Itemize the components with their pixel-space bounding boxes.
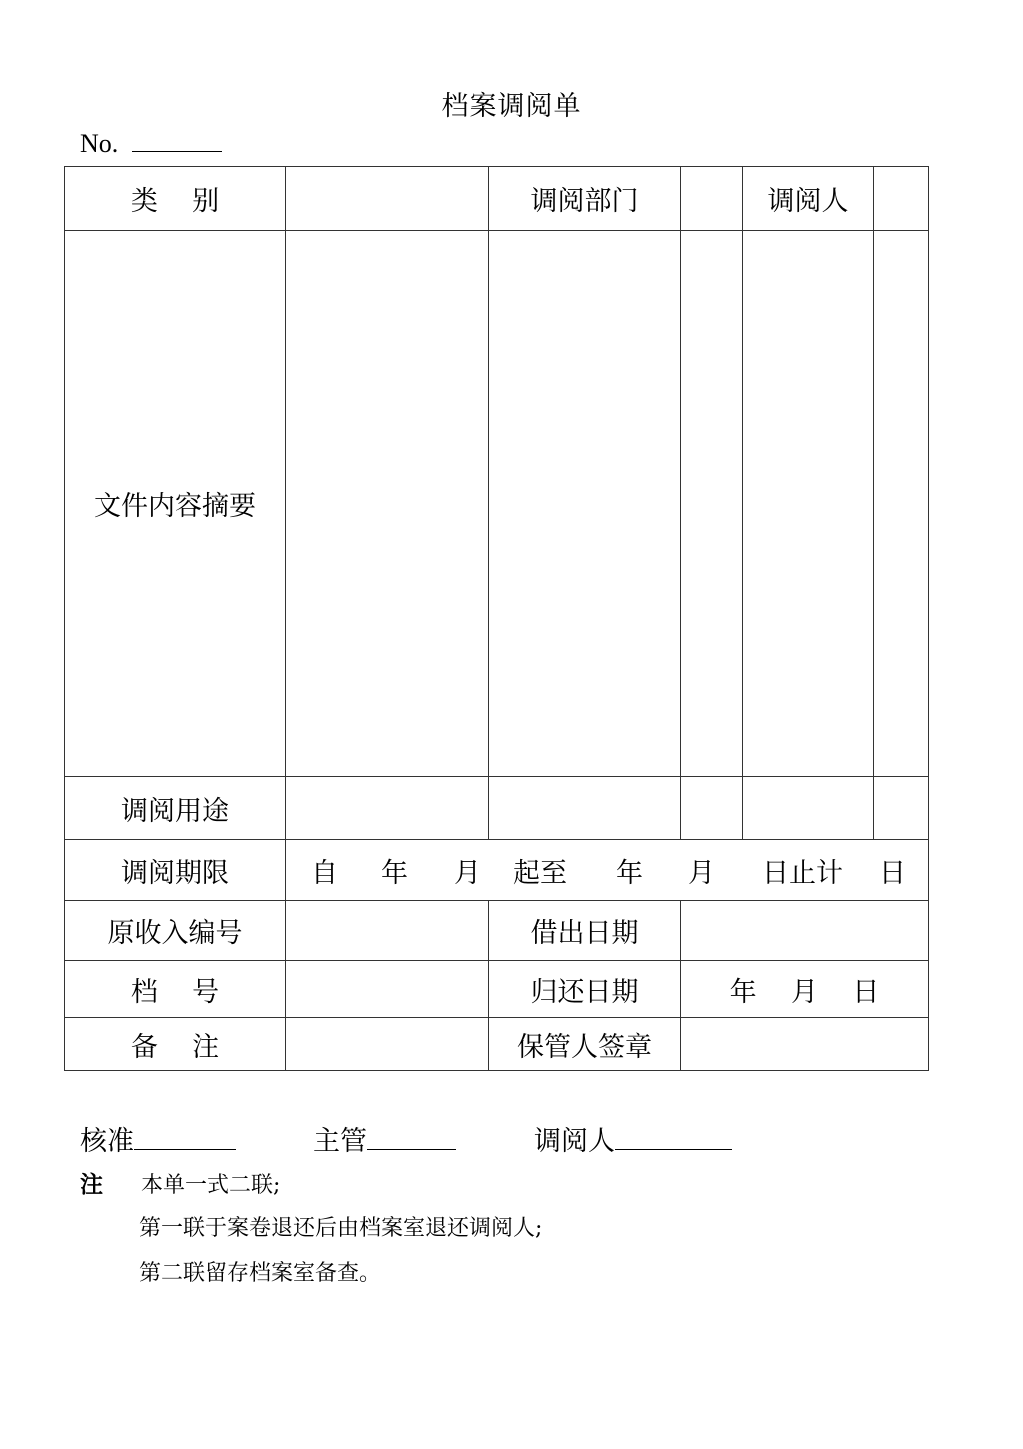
table-border-right <box>928 166 929 1071</box>
approve-blank[interactable] <box>134 1125 236 1150</box>
keeper-sign-label: 保管人签章 <box>517 1031 652 1063</box>
note-line-3: 第二联留存档案室备查。 <box>139 1261 382 1286</box>
keeper-sign-field[interactable] <box>681 1018 928 1070</box>
period-start-to: 起至 <box>513 857 567 889</box>
note-line-2: 第一联于案卷退还后由档案室退还调阅人; <box>139 1216 543 1241</box>
period-field[interactable] <box>286 840 928 900</box>
reader-signature <box>534 1119 732 1158</box>
approve-signature <box>80 1119 236 1158</box>
lend-date-label: 借出日期 <box>530 918 639 949</box>
document-number <box>80 129 222 159</box>
summary-field[interactable] <box>286 231 928 776</box>
approve-label: 核准 <box>80 1126 134 1157</box>
remarks-field[interactable] <box>286 1018 488 1070</box>
period-month-2: 月 <box>688 857 715 889</box>
supervisor-label: 主管 <box>313 1126 367 1157</box>
supervisor-signature <box>313 1119 456 1158</box>
reader-blank[interactable] <box>615 1125 732 1150</box>
period-year-1: 年 <box>381 857 408 889</box>
note-line-1: 本单一式二联; <box>141 1173 281 1198</box>
period-day: 日 <box>879 857 906 889</box>
remarks-label: 备 注 <box>130 1031 220 1063</box>
reader-label: 调阅人 <box>534 1126 615 1157</box>
lend-date-field[interactable] <box>681 901 928 960</box>
note-label: 注 <box>80 1171 103 1198</box>
archive-no-label: 档 号 <box>130 976 220 1008</box>
number-blank-field[interactable] <box>132 129 222 152</box>
category-field[interactable] <box>286 167 488 230</box>
return-date-field[interactable]: 年 月 日 <box>729 976 880 1008</box>
period-from: 自 <box>311 857 338 889</box>
person-field[interactable] <box>874 167 928 230</box>
purpose-label: 调阅用途 <box>121 795 229 827</box>
number-label: No. <box>80 129 119 158</box>
summary-label: 文件内容摘要 <box>94 491 256 522</box>
dept-field[interactable] <box>681 167 742 230</box>
orig-number-label: 原收入编号 <box>107 918 243 949</box>
category-label: 类 别 <box>130 186 220 217</box>
period-label: 调阅期限 <box>121 857 229 889</box>
page-title: 档案调阅单 <box>441 91 582 122</box>
period-month-1: 月 <box>454 857 481 889</box>
table-border-bottom <box>64 1070 929 1071</box>
person-label: 调阅人 <box>767 186 849 217</box>
period-year-2: 年 <box>616 857 643 889</box>
supervisor-blank[interactable] <box>367 1125 456 1150</box>
return-date-label: 归还日期 <box>530 976 639 1008</box>
purpose-field[interactable] <box>286 777 928 839</box>
orig-number-field[interactable] <box>286 901 488 960</box>
dept-label: 调阅部门 <box>530 186 639 217</box>
archive-no-field[interactable] <box>286 961 488 1017</box>
period-day-total: 日止计 <box>762 857 843 889</box>
